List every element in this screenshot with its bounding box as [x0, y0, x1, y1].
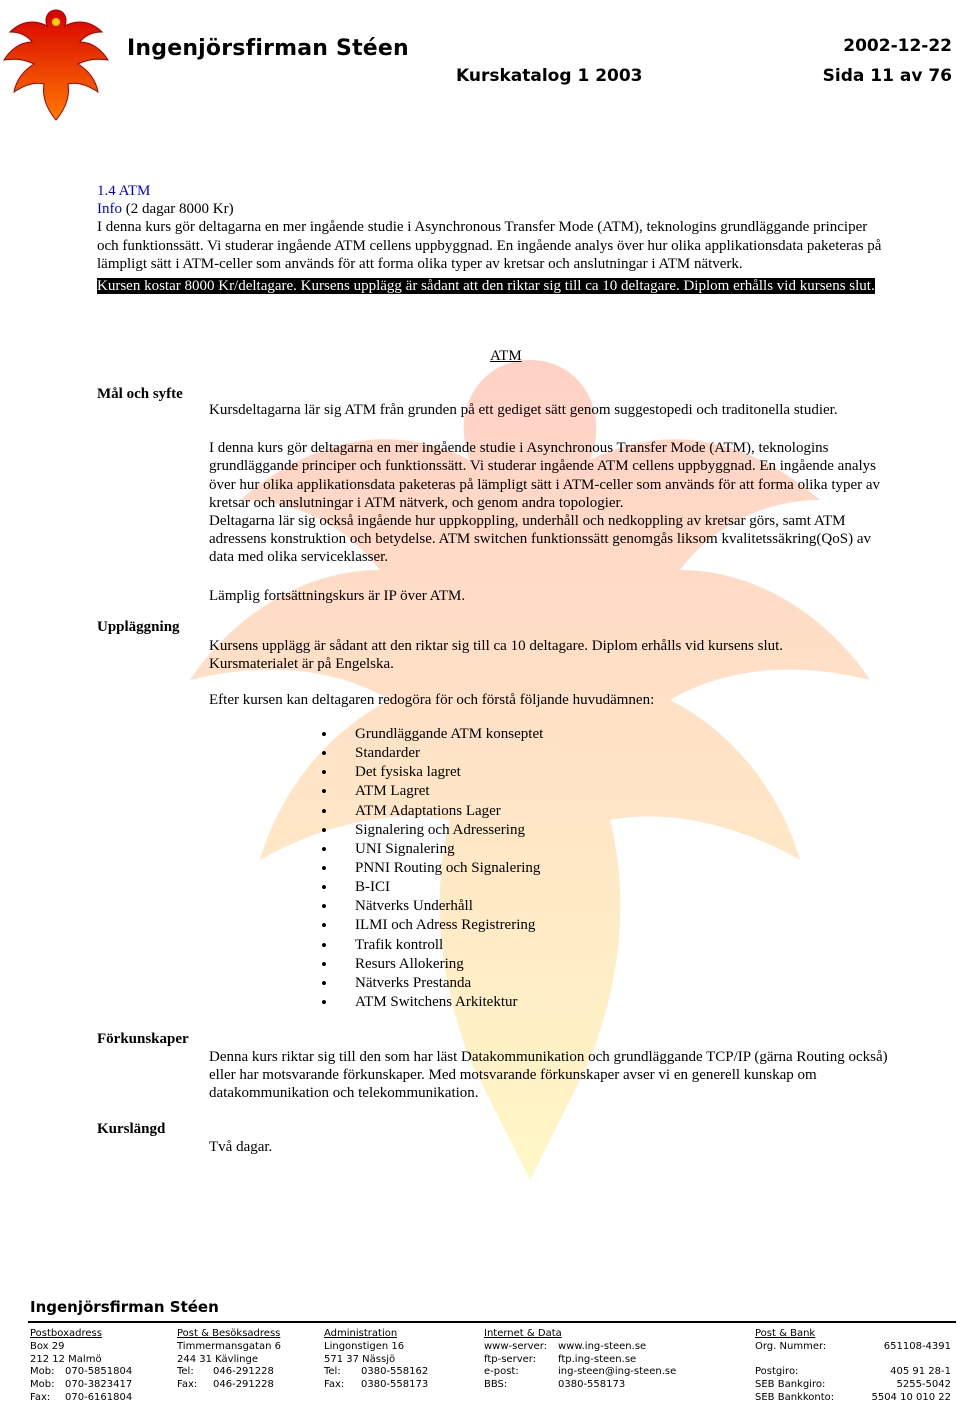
topic-item: • Nätverks Prestanda: [209, 974, 809, 993]
footer-value: Lingonstigen 16: [324, 1340, 405, 1352]
footer-label: e-post:: [484, 1366, 519, 1378]
topic-item: • B-ICI: [209, 878, 809, 897]
footer-label: Tel:: [177, 1366, 194, 1378]
layout-section: [209, 637, 899, 710]
topic-item: • Signalering och Adressering: [209, 821, 809, 840]
eagle-logo: [2, 2, 110, 122]
footer-visit-address: [177, 1328, 307, 1392]
topics-list: [209, 725, 809, 1012]
footer-divider: [28, 1321, 956, 1323]
footer-label: BBS:: [484, 1379, 508, 1391]
footer-company-name: Ingenjörsfirman Stéen: [30, 1298, 219, 1316]
prereq-text: Denna kurs riktar sig till den som har läst Datakommunikation och grundläggande TCP/IP (gärna Routing också) eller har motsvarande förkunskaper. Med motsvarande förkunskaper avser vi en generell kunskap om datakommunikation och telekommunikation.: [209, 1049, 888, 1102]
document-date: 2002-12-22: [843, 36, 952, 56]
catalog-title: Kurskatalog 1 2003: [456, 66, 643, 86]
length-label: Kurslängd: [97, 1121, 166, 1137]
footer-value: 651108-4391: [883, 1340, 951, 1352]
cost-line-text: Kursen kostar 8000 Kr/deltagare. Kursens upplägg är sådant att den riktar sig till ca 10 deltagare. Diplom erhålls vid kursens slut.: [97, 278, 875, 295]
goal-paragraph: Kursdeltagarna lär sig ATM från grunden på ett gediget sätt genom suggestopedi och traditonella studier.: [209, 402, 838, 418]
footer-label: ftp-server:: [484, 1353, 537, 1365]
topic-item: • UNI Signalering: [209, 840, 809, 859]
topic-item: • Trafik kontroll: [209, 936, 809, 955]
topic-item: • Standarder: [209, 744, 809, 763]
footer-value[interactable]: www.ing-steen.se: [558, 1340, 647, 1352]
footer-label: Postgiro:: [755, 1366, 799, 1378]
footer-label: Mob:: [30, 1366, 55, 1378]
footer-value: 070-3823417: [65, 1379, 133, 1391]
topic-item: • ATM Adaptations Lager: [209, 802, 809, 821]
footer-heading: Post & Besöksadress: [177, 1328, 281, 1339]
footer-label: SEB Bankkonto:: [755, 1391, 835, 1403]
goal-section: [209, 401, 899, 605]
footer-value[interactable]: ing-steen@ing-steen.se: [558, 1366, 677, 1378]
length-text: Två dagar.: [209, 1139, 273, 1155]
goal-paragraph: Lämplig fortsättningskurs är IP över ATM.: [209, 587, 466, 604]
footer-heading: Post & Bank: [755, 1328, 816, 1339]
course-title: ATM: [490, 348, 522, 364]
prereq-label: Förkunskaper: [97, 1031, 189, 1047]
layout-paragraph: Kursens upplägg är sådant att den riktar sig till ca 10 deltagare. Diplom erhålls vid kursens slut.: [209, 638, 784, 654]
footer-value: 0380-558162: [361, 1366, 429, 1378]
layout-paragraph: Kursmaterialet är på Engelska.: [209, 656, 394, 673]
course-duration: (2 dagar 8000 Kr): [122, 201, 234, 218]
topic-item: • ATM Lagret: [209, 782, 809, 801]
topic-item: • ATM Switchens Arkitektur: [209, 993, 809, 1012]
footer-value: Timmermansgatan 6: [177, 1340, 281, 1352]
footer-bank: [755, 1328, 951, 1405]
section-intro: [97, 182, 887, 295]
footer-label: Tel:: [324, 1366, 341, 1378]
topic-item: • Nätverks Underhåll: [209, 897, 809, 916]
footer-value: 571 37 Nässjö: [324, 1353, 396, 1365]
footer-value: 5504 10 010 22: [871, 1391, 951, 1403]
footer-value[interactable]: ftp.ing-steen.se: [558, 1353, 637, 1365]
footer-postbox: [30, 1328, 140, 1405]
company-name: Ingenjörsfirman Stéen: [127, 36, 409, 61]
topics-list-wrapper: [209, 725, 809, 1012]
footer-heading: Postboxadress: [30, 1328, 102, 1339]
footer-value: 0380-558173: [361, 1379, 429, 1391]
footer-value: 212 12 Malmö: [30, 1353, 102, 1365]
layout-label: Uppläggning: [97, 619, 180, 635]
footer-label: Fax:: [30, 1391, 51, 1403]
page-indicator: Sida 11 av 76: [822, 66, 952, 86]
footer-value: 405 91 28-1: [890, 1366, 951, 1378]
footer-label: SEB Bankgiro:: [755, 1379, 826, 1391]
topic-item: • Grundläggande ATM konseptet: [209, 725, 809, 744]
footer-heading: Internet & Data: [484, 1328, 562, 1339]
topic-item: • Resurs Allokering: [209, 955, 809, 974]
topic-item: • PNNI Routing och Signalering: [209, 859, 809, 878]
info-line: [97, 200, 887, 218]
info-link[interactable]: Info: [97, 201, 122, 218]
footer-label: Fax:: [177, 1379, 198, 1391]
footer-value: 070-5851804: [65, 1366, 133, 1378]
goal-paragraph: Deltagarna lär sig också ingående hur uppkoppling, underhåll och nedkoppling av kretsar görs, samt ATM adressens konstruktion och betydelse. ATM switchen funktionssätt genomgås liksom kvalitetssäkring(QoS) av data med olika serviceklasser.: [209, 513, 871, 566]
section-heading: 1.4 ATM: [97, 183, 151, 199]
footer-label: Fax:: [324, 1379, 345, 1391]
footer-label: Org. Nummer:: [755, 1340, 827, 1352]
footer-label: www-server:: [484, 1340, 547, 1352]
goal-label: Mål och syfte: [97, 386, 183, 402]
topic-item: • ILMI och Adress Registrering: [209, 916, 809, 935]
footer-value: 046-291228: [213, 1379, 274, 1391]
footer-internet: [484, 1328, 684, 1392]
footer-value: 244 31 Kävlinge: [177, 1353, 258, 1365]
footer-value: 046-291228: [213, 1366, 274, 1378]
footer-value: Box 29: [30, 1340, 65, 1352]
footer-label: Mob:: [30, 1379, 55, 1391]
topic-item: • Det fysiska lagret: [209, 763, 809, 782]
footer-value: 0380-558173: [558, 1379, 626, 1391]
footer-heading: Administration: [324, 1328, 398, 1339]
layout-paragraph: Efter kursen kan deltagaren redogöra för och förstå följande huvudämnen:: [209, 692, 655, 709]
section-intro-text: I denna kurs gör deltagarna en mer ingående studie i Asynchronous Transfer Mode (ATM), teknologins grundläggande principer och funktionssätt. Vi studerar ingående ATM cellens uppbyggnad. En ingående analys över hur olika applikationsdata paketeras på lämpligt sätt i ATM-celler som används för att forma olika typer av kretsar och anslutningar i ATM nätverk.: [97, 219, 882, 272]
footer-value: 5255-5042: [896, 1379, 951, 1391]
footer-administration: [324, 1328, 464, 1392]
goal-paragraph: I denna kurs gör deltagarna en mer ingående studie i Asynchronous Transfer Mode (ATM), teknologins grundläggande principer och funktionssätt. Vi studerar ingående ATM cellens uppbyggnad. En ingående analys över hur olika applikationsdata paketeras på lämpligt sätt i ATM-celler som används för att forma olika typer av kretsar och anslutningar i ATM nätverk, och genom andra topologier.: [209, 440, 881, 511]
cost-line: [97, 277, 887, 295]
footer-value: 070-6161804: [65, 1391, 133, 1403]
